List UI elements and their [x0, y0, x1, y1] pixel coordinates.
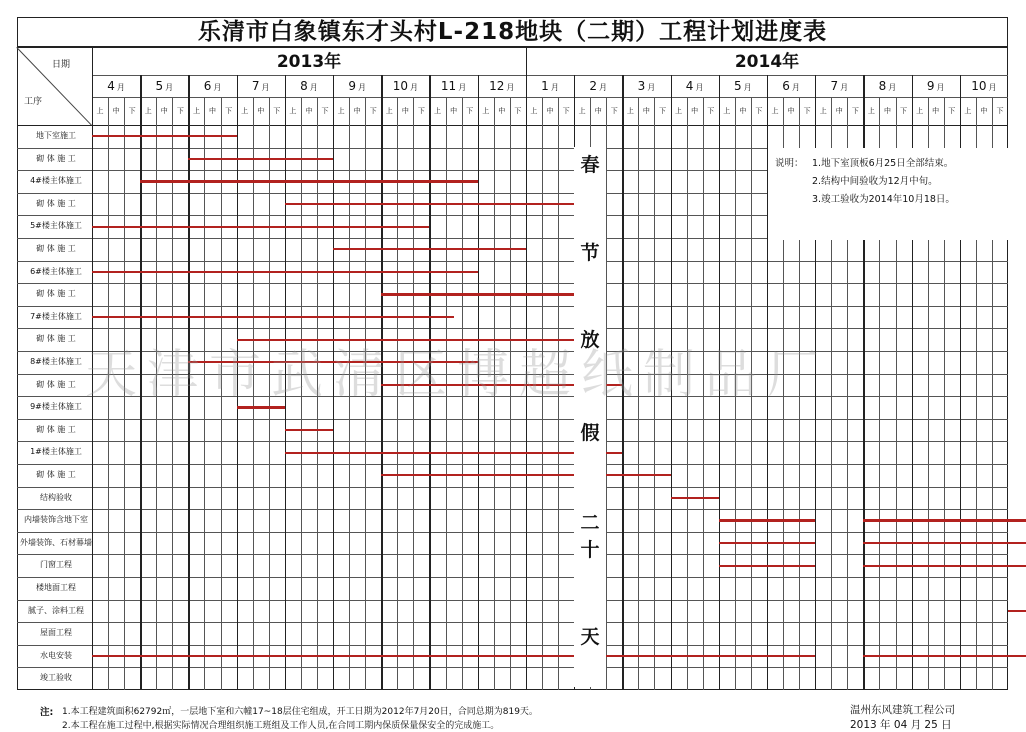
- period-label: 上: [289, 107, 297, 115]
- grid-line: [124, 97, 125, 690]
- grid-line: [17, 419, 1008, 420]
- month-label: 10 月: [971, 79, 997, 93]
- grid-line: [397, 97, 398, 690]
- grid-line: [17, 532, 1008, 533]
- grid-line: [17, 283, 1008, 284]
- grid-line: [606, 97, 607, 690]
- grid-line: [638, 97, 639, 690]
- schedule-bar: [863, 542, 1026, 544]
- grid-line: [478, 75, 479, 690]
- task-label: 6#楼主体施工: [30, 266, 82, 276]
- schedule-bar: [381, 293, 574, 295]
- task-label: 门窗工程: [40, 560, 72, 570]
- grid-line: [172, 97, 173, 690]
- grid-line: [17, 125, 1008, 126]
- grid-line: [687, 97, 688, 690]
- grid-line: [269, 97, 270, 690]
- month-label: 8 月: [300, 79, 318, 93]
- schedule-bar: [285, 452, 622, 454]
- process-label: 工序: [24, 97, 43, 107]
- grid-line: [671, 75, 672, 690]
- grid-line: [17, 645, 1008, 646]
- month-label: 5 月: [155, 79, 174, 93]
- period-label: 下: [225, 107, 233, 115]
- festival-char: 春: [580, 154, 600, 176]
- grid-line: [17, 374, 1008, 375]
- period-label: 上: [964, 107, 972, 115]
- period-label: 上: [626, 107, 634, 115]
- period-label: 中: [980, 107, 988, 115]
- grid-line: [17, 328, 1008, 329]
- grid-line: [17, 441, 1008, 442]
- month-label: 7 月: [251, 79, 270, 93]
- period-label: 中: [835, 107, 843, 115]
- festival-char: 放: [580, 329, 600, 351]
- task-label: 9#楼主体施工: [30, 402, 82, 412]
- task-label: 8#楼主体施工: [30, 357, 82, 366]
- task-label: 砌 体 施 工: [36, 198, 76, 208]
- task-label: 竣工验收: [40, 673, 72, 683]
- grid-line: [140, 75, 141, 690]
- task-label: 水电安装: [40, 650, 72, 660]
- task-label: 砌 体 施 工: [36, 244, 76, 253]
- period-label: 中: [787, 107, 795, 115]
- grid-line: [108, 97, 109, 690]
- festival-char: 假: [580, 422, 600, 444]
- period-label: 上: [723, 107, 731, 115]
- grid-line: [510, 97, 511, 690]
- month-label: 12 月: [489, 79, 515, 93]
- month-label: 9 月: [926, 79, 945, 93]
- month-label: 4 月: [107, 79, 125, 93]
- month-label: 8 月: [878, 79, 897, 93]
- period-label: 中: [257, 107, 265, 115]
- grid-line: [365, 97, 366, 690]
- month-label: 1 月: [541, 79, 559, 93]
- month-label: 10 月: [392, 79, 418, 93]
- grid-line: [719, 75, 720, 690]
- grid-line: [301, 97, 302, 690]
- schedule-bar: [188, 361, 477, 363]
- festival-char: 天: [580, 626, 600, 648]
- period-label: 下: [514, 107, 522, 115]
- grid-line: [17, 600, 1008, 601]
- period-label: 下: [996, 107, 1004, 115]
- task-label: 结构验收: [40, 492, 72, 502]
- period-label: 中: [498, 107, 506, 115]
- task-label: 砌 体 施 工: [36, 424, 76, 434]
- grid-line: [188, 75, 189, 690]
- grid-line: [751, 97, 752, 690]
- schedule-bar: [92, 271, 478, 273]
- grid-line: [622, 75, 623, 690]
- month-label: 7 月: [830, 79, 849, 93]
- schedule-bar: [671, 497, 719, 499]
- period-label: 下: [369, 107, 377, 115]
- period-label: 下: [176, 107, 184, 115]
- period-label: 上: [144, 107, 152, 115]
- task-label: 7#楼主体施工: [30, 311, 82, 321]
- month-label: 6 月: [203, 79, 222, 93]
- task-label: 地下室施工: [36, 131, 76, 140]
- footer-note-title: 注:: [40, 707, 54, 718]
- schedule-bar: [92, 226, 429, 228]
- grid-line: [429, 75, 430, 690]
- period-label: 上: [916, 107, 924, 115]
- date-label: 日期: [52, 60, 71, 70]
- schedule-bar: [863, 519, 1026, 521]
- period-label: 下: [658, 107, 666, 115]
- grid-line: [17, 396, 1008, 397]
- period-label: 中: [209, 107, 217, 115]
- period-label: 中: [594, 107, 602, 115]
- task-label: 砌 体 施 工: [36, 379, 76, 389]
- grid-line: [17, 487, 1008, 488]
- footer-note-1: 1.本工程建筑面积62792㎡，一层地下室和六幢17~18层住宅组成，开工日期为2012年7月20日，合同总期为819天。: [62, 707, 538, 717]
- period-label: 上: [867, 107, 875, 115]
- period-label: 中: [305, 107, 313, 115]
- grid-line: [349, 97, 350, 690]
- grid-line: [494, 97, 495, 690]
- schedule-bar: [92, 316, 454, 318]
- task-label: 内墙装饰含地下室: [24, 515, 88, 525]
- grid-line: [462, 97, 463, 690]
- period-label: 中: [691, 107, 699, 115]
- grid-line: [237, 75, 238, 690]
- grid-line: [703, 97, 704, 690]
- period-label: 上: [482, 107, 490, 115]
- period-label: 上: [241, 107, 249, 115]
- schedule-bar: [863, 655, 1026, 657]
- schedule-bar: [237, 339, 574, 341]
- month-label: 4 月: [685, 79, 704, 93]
- period-label: 下: [851, 107, 859, 115]
- schedule-bar: [719, 519, 815, 521]
- schedule-bar: [237, 406, 285, 408]
- period-label: 中: [642, 107, 650, 115]
- year-2013: 2013年: [276, 52, 342, 72]
- grid-line: [285, 75, 286, 690]
- festival-char: 十: [580, 539, 600, 561]
- grid-line: [17, 47, 1008, 48]
- note-item: 3.竣工验收为2014年10月18日。: [812, 194, 955, 205]
- period-label: 上: [819, 107, 827, 115]
- watermark: 天津市武清区博超纸制品厂: [85, 345, 830, 405]
- period-label: 中: [932, 107, 940, 115]
- task-label: 砌 体 施 工: [36, 289, 76, 299]
- period-label: 中: [546, 107, 554, 115]
- schedule-bar: [285, 429, 333, 431]
- task-label: 砌 体 施 工: [36, 334, 76, 344]
- period-label: 上: [530, 107, 538, 115]
- task-label: 4#楼主体施工: [30, 176, 82, 186]
- grid-line: [542, 97, 543, 690]
- month-label: 5 月: [734, 79, 752, 93]
- period-label: 中: [353, 107, 361, 115]
- period-label: 上: [434, 107, 441, 115]
- schedule-bar: [719, 542, 815, 544]
- task-label: 腻子、涂料工程: [28, 605, 84, 615]
- year-2014: 2014年: [734, 52, 800, 72]
- period-label: 中: [401, 107, 409, 115]
- page-title: 乐清市白象镇东才头村L-218地块（二期）工程计划进度表: [17, 17, 1008, 47]
- grid-line: [92, 47, 93, 690]
- schedule-bar: [381, 474, 670, 476]
- festival-char: 二: [580, 512, 600, 534]
- grid-line: [413, 97, 414, 690]
- period-label: 下: [273, 107, 281, 115]
- grid-line: [253, 97, 254, 690]
- period-label: 下: [562, 107, 570, 115]
- period-label: 下: [417, 107, 425, 115]
- month-label: 2 月: [589, 79, 608, 93]
- grid-line: [526, 75, 527, 690]
- task-label: 5#楼主体施工: [30, 221, 82, 231]
- period-label: 上: [771, 107, 779, 115]
- period-label: 中: [160, 107, 168, 115]
- footer-note-2: 2.本工程在施工过程中,根据实际情况合理组织施工班组及工作人员,在合同工期内保质保量保安全的完成施工。: [62, 721, 500, 731]
- schedule-bar: [92, 135, 237, 137]
- grid-line: [17, 306, 1008, 307]
- period-label: 上: [96, 107, 104, 115]
- period-label: 下: [948, 107, 956, 115]
- grid-line: [156, 97, 157, 690]
- grid-line: [221, 97, 222, 690]
- grid-line: [204, 97, 205, 690]
- period-label: 上: [578, 107, 586, 115]
- grid-line: [735, 97, 736, 690]
- festival-char: 节: [580, 242, 600, 264]
- grid-line: [17, 509, 1008, 510]
- schedule-bar: [188, 158, 333, 160]
- period-label: 下: [128, 107, 136, 115]
- company-name: 温州东风建筑工程公司: [850, 704, 955, 716]
- task-label: 砌 体 施 工: [36, 153, 76, 163]
- schedule-bar: [719, 565, 815, 567]
- task-label: 外墙装饰、石材幕墙: [20, 537, 92, 547]
- grid-line: [654, 97, 655, 690]
- task-label: 砌 体 施 工: [36, 470, 76, 479]
- grid-line: [17, 577, 1008, 578]
- grid-line: [446, 97, 447, 690]
- schedule-bar: [92, 655, 815, 657]
- task-label: 1#楼主体施工: [30, 447, 82, 457]
- period-label: 上: [385, 107, 393, 115]
- grid-line: [317, 97, 318, 690]
- period-label: 下: [707, 107, 715, 115]
- schedule-bar: [140, 180, 477, 182]
- grid-line: [558, 97, 559, 690]
- note-item: 2.结构中间验收为12月中旬。: [812, 176, 938, 187]
- grid-line: [17, 464, 1008, 465]
- period-label: 中: [739, 107, 747, 115]
- period-label: 中: [883, 107, 891, 115]
- grid-line: [17, 622, 1008, 623]
- spring-festival-column: [574, 147, 606, 687]
- period-label: 下: [900, 107, 908, 115]
- period-label: 中: [450, 107, 458, 115]
- grid-line: [333, 75, 334, 690]
- period-label: 下: [755, 107, 763, 115]
- grid-line: [17, 667, 1008, 668]
- period-label: 上: [675, 107, 683, 115]
- month-label: 11 月: [440, 79, 467, 93]
- period-label: 上: [337, 107, 345, 115]
- document-date: 2013 年 04 月 25 日: [850, 719, 952, 731]
- schedule-bar: [333, 248, 526, 250]
- task-label: 楼地面工程: [36, 583, 76, 592]
- period-label: 中: [112, 107, 120, 115]
- period-label: 下: [321, 107, 329, 115]
- period-label: 下: [803, 107, 811, 115]
- grid-line: [17, 351, 1008, 352]
- grid-line: [17, 261, 1008, 262]
- month-label: 9 月: [348, 79, 366, 93]
- period-label: 下: [610, 107, 618, 115]
- notes-title: 说明：: [775, 158, 804, 169]
- grid-line: [17, 554, 1008, 555]
- schedule-bar: [863, 565, 1026, 567]
- period-label: 下: [466, 107, 474, 115]
- period-label: 上: [192, 107, 200, 115]
- note-item: 1.地下室顶板6月25日全部结束。: [812, 158, 954, 169]
- schedule-bar: [285, 203, 574, 205]
- schedule-bar: [1008, 610, 1026, 612]
- grid-line: [381, 75, 382, 690]
- task-label: 屋面工程: [40, 628, 72, 638]
- month-label: 6 月: [782, 79, 800, 93]
- month-label: 3 月: [637, 79, 656, 93]
